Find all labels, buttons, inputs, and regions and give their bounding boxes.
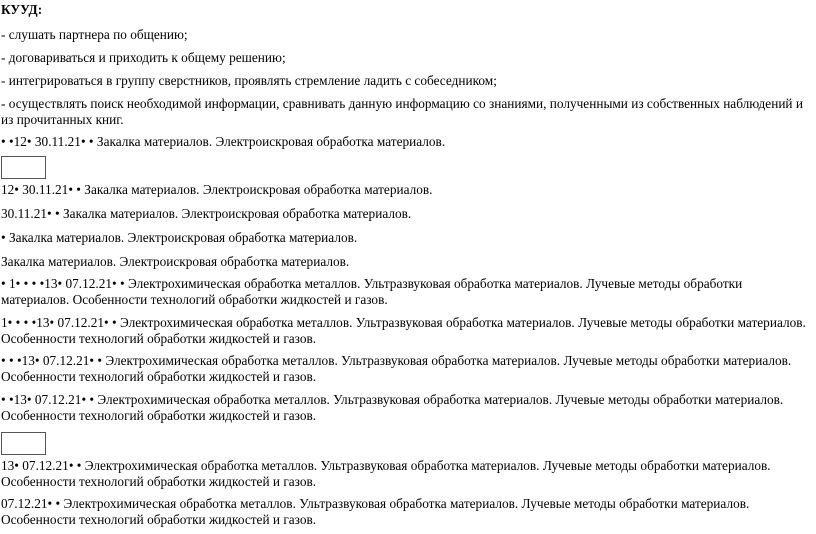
lesson12-line-4: • Закалка материалов. Электроискровая обработка материалов. [1,230,358,245]
lesson12-line-5: Закалка материалов. Электроискровая обработка материалов. [1,254,350,269]
item-agree: - договариваться и приходить к общему решению; [1,50,286,65]
item-listen: - слушать партнера по общению; [1,27,188,42]
empty-box-1 [1,156,46,179]
lesson12-line-1: • •12• 30.11.21• • Закалка материалов. Электроискровая обработка материалов. [1,134,446,149]
lesson13-line-5: 13• 07.12.21• • Электрохимическая обработка металлов. Ультразвуковая обработка материалов. Лучевые методы обработки материалов. Особенности технологий обработки жидкостей и газов. [1,458,771,489]
lesson13-line-3: • • •13• 07.12.21• • Электрохимическая обработка металлов. Ультразвуковая обработка материалов. Лучевые методы обработки материалов. Особенности технологий обработки жидкостей и газов. [1,353,792,384]
item-integrate: - интегрироваться в группу сверстников, проявлять стремление ладить с собеседником; [1,73,497,88]
heading-kuud: КУУД: [1,2,43,17]
lesson13-line-4: • •13• 07.12.21• • Электрохимическая обработка металлов. Ультразвуковая обработка материалов. Лучевые методы обработки материалов. Особенности технологий обработки жидкостей и газов. [1,392,784,423]
lesson13-line-1: • 1• • • •13• 07.12.21• • Электрохимическая обработка металлов. Ультразвуковая обработка материалов. Лучевые методы обработки материалов. Особенности технологий обработки жидкостей и газов. [1,276,743,307]
empty-box-2 [1,432,46,455]
lesson12-line-2: 12• 30.11.21• • Закалка материалов. Электроискровая обработка материалов. [1,182,433,197]
lesson13-line-6: 07.12.21• • Электрохимическая обработка металлов. Ультразвуковая обработка материалов. Лучевые методы обработки материалов. Особенности технологий обработки жидкостей и газов. [1,496,750,527]
lesson12-line-3: 30.11.21• • Закалка материалов. Электроискровая обработка материалов. [1,206,412,221]
item-search-info: - осуществлять поиск необходимой информации, сравнивать данную информацию со знаниями, полученными из собственных наблюдений и из прочитанных книг. [1,96,803,127]
lesson13-line-2: 1• • • •13• 07.12.21• • Электрохимическая обработка металлов. Ультразвуковая обработка материалов. Лучевые методы обработки материалов. Особенности технологий обработки жидкостей и газов. [1,315,806,346]
